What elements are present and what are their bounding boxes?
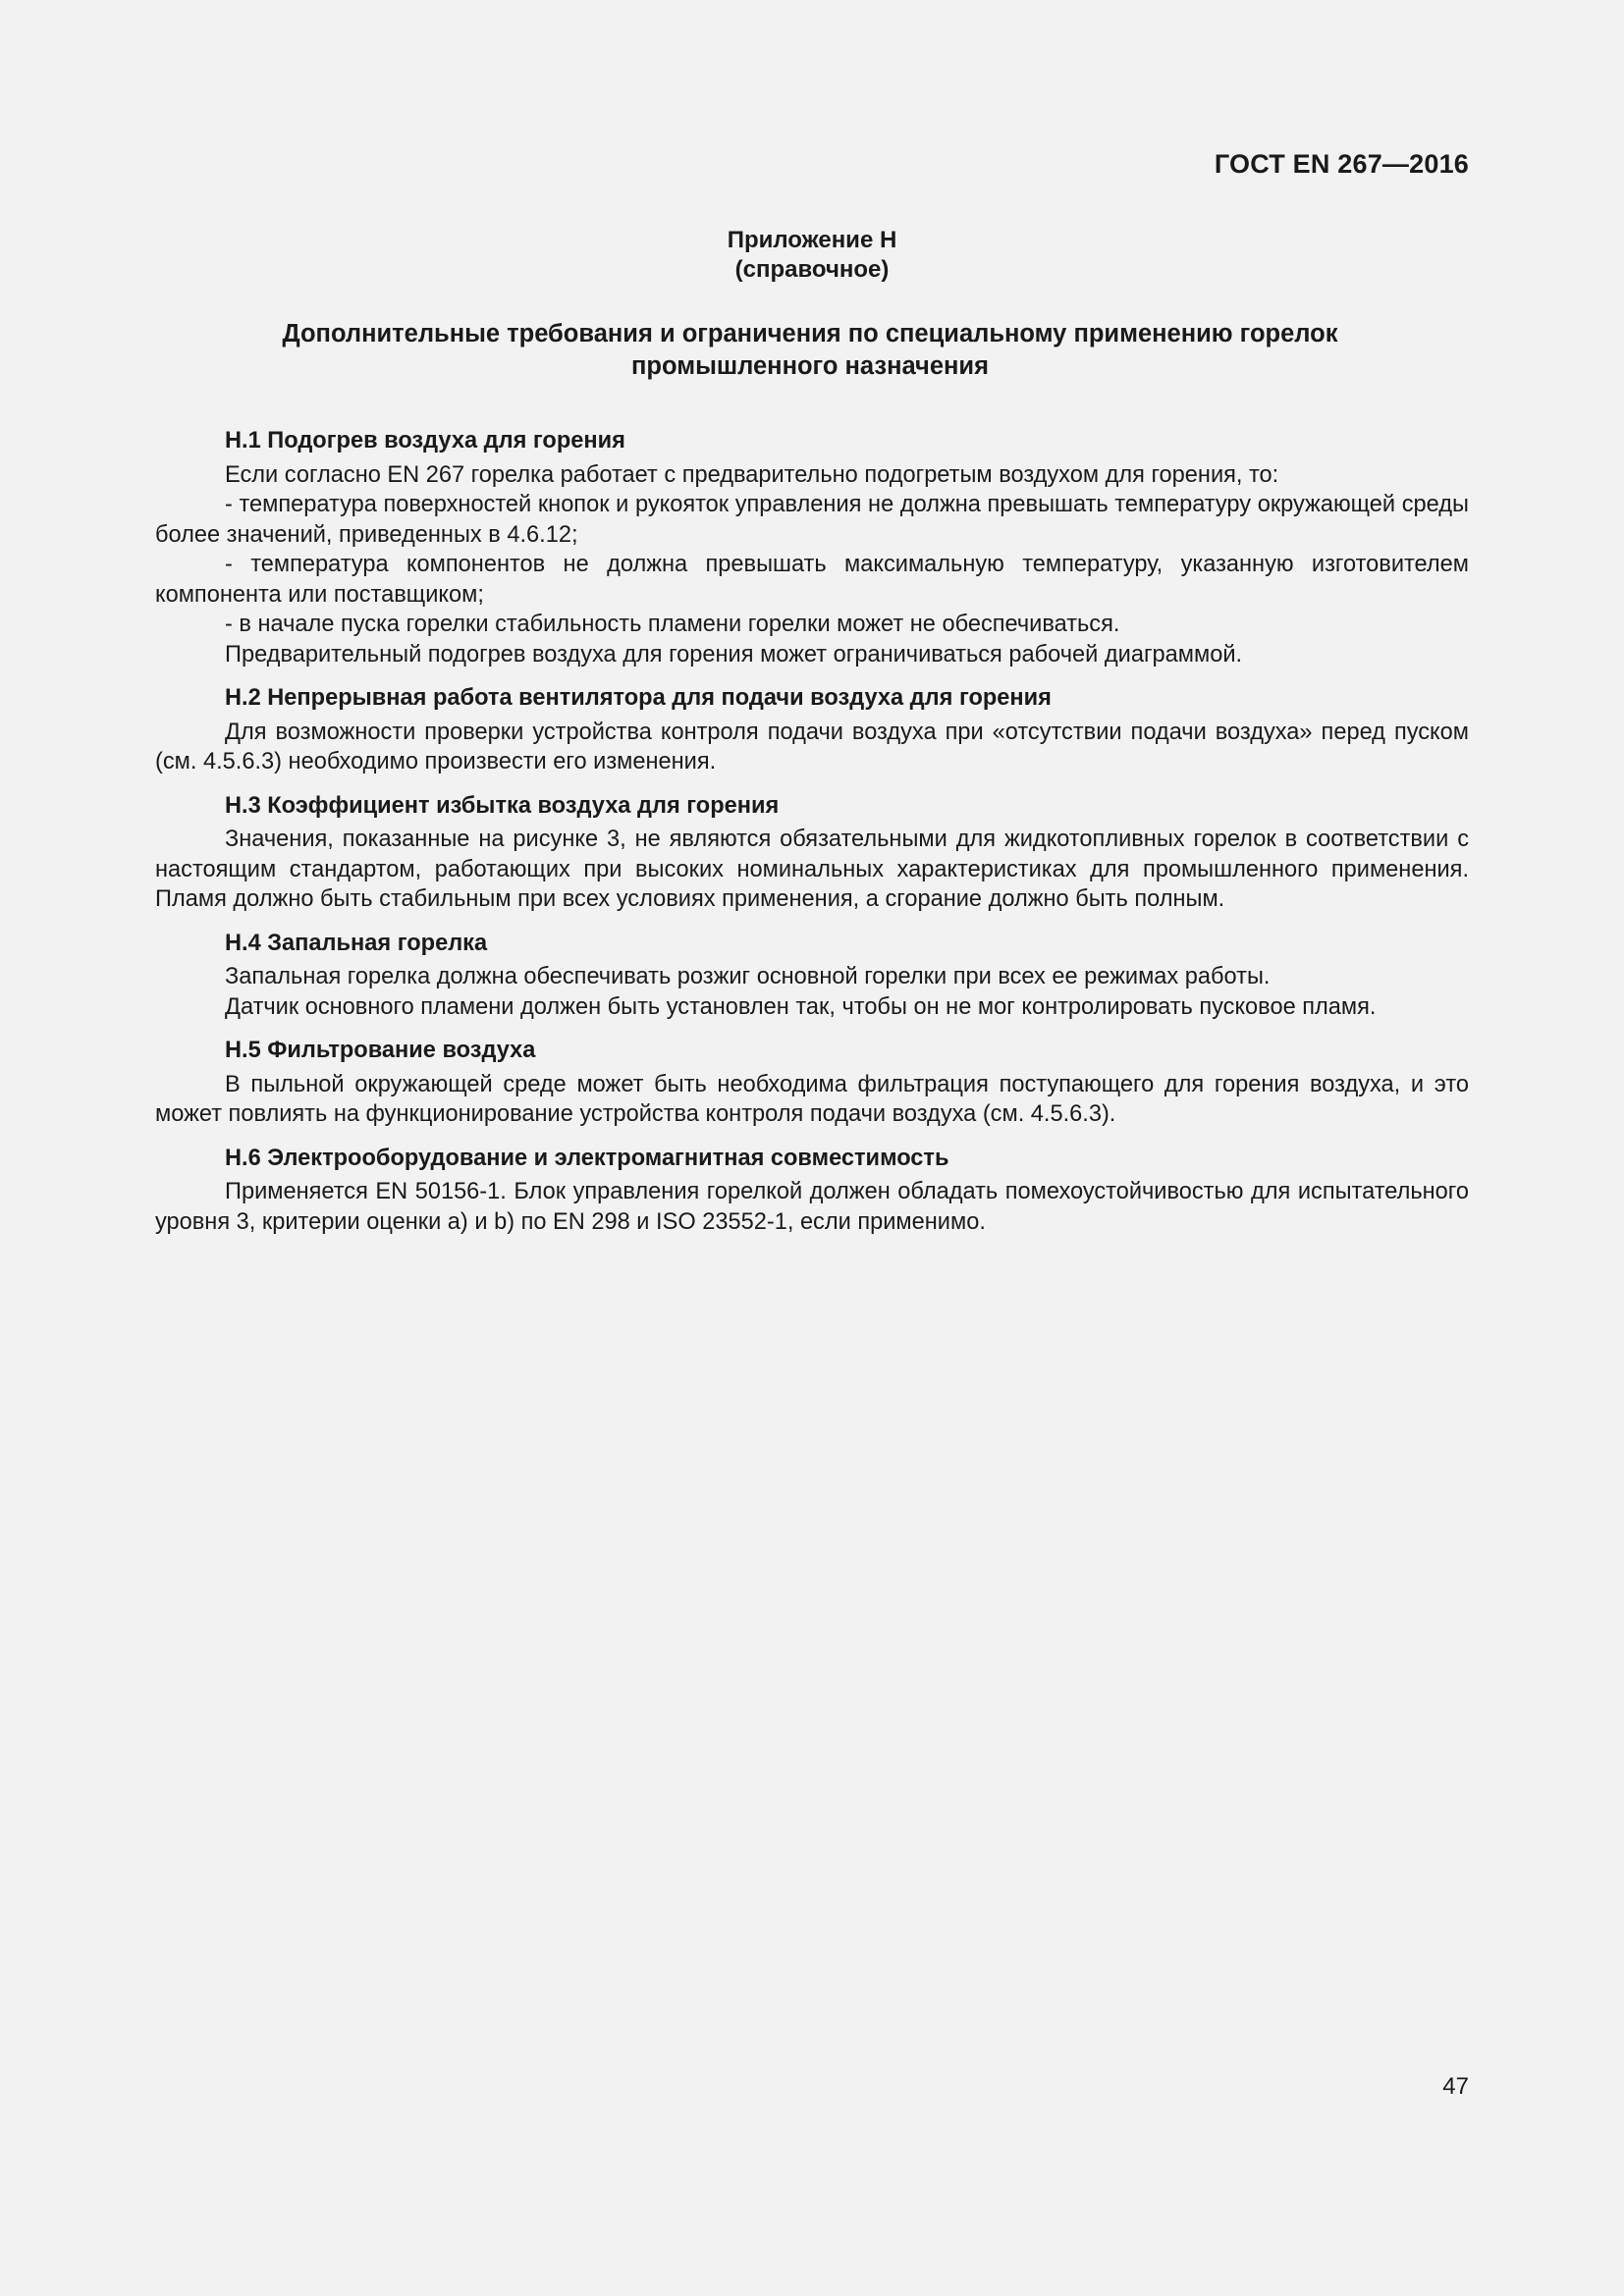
section-h1 [155, 426, 1469, 669]
appendix-label: Приложение Н [727, 227, 897, 253]
document-body [155, 426, 1469, 1251]
paragraph: Запальная горелка должна обеспечивать розжиг основной горелки при всех ее режимах работы. [225, 964, 1271, 989]
appendix-heading [0, 226, 1624, 285]
paragraph: В пыльной окружающей среде может быть необходима фильтрация поступающего для горения воздуха, и это может повлиять на функционирование устройства контроля подачи воздуха (см. 4.5.6.3). [155, 1071, 1469, 1127]
section-h5 [155, 1036, 1469, 1130]
section-heading: Н.6 Электрооборудование и электромагнитная совместимость [225, 1145, 949, 1171]
paragraph: Для возможности проверки устройства контроля подачи воздуха при «отсутствии подачи воздуха» перед пуском (см. 4.5.6.3) необходимо произвести его изменения. [155, 719, 1469, 774]
appendix-title-line-2: промышленного назначения [631, 352, 989, 380]
section-heading: Н.4 Запальная горелка [225, 930, 488, 956]
section-heading: Н.1 Подогрев воздуха для горения [225, 428, 625, 454]
section-h2 [155, 683, 1469, 777]
paragraph: Значения, показанные на рисунке 3, не являются обязательными для жидкотопливных горелок в соответствии с настоящим стандартом, работающих при высоких номинальных характеристиках для промышленного применения. Пламя должно быть стабильным при всех условиях применения, а сгорание должно быть полным. [155, 827, 1469, 912]
paragraph: Если согласно EN 267 горелка работает с предварительно подогретым воздухом для горения, то: [225, 461, 1279, 488]
section-heading: Н.5 Фильтрование воздуха [225, 1038, 536, 1063]
appendix-title-line-1: Дополнительные требования и ограничения по специальному применению горелок [282, 320, 1338, 347]
section-h4 [155, 929, 1469, 1023]
appendix-type: (справочное) [734, 256, 890, 283]
section-heading: Н.2 Непрерывная работа вентилятора для подачи воздуха для горения [225, 685, 1052, 711]
section-heading: Н.3 Коэффициент избытка воздуха для горения [225, 792, 780, 819]
paragraph: Датчик основного пламени должен быть установлен так, чтобы он не мог контролировать пусковое пламя. [225, 993, 1377, 1020]
paragraph: Применяется EN 50156-1. Блок управления горелкой должен обладать помехоустойчивостью для испытательного уровня 3, критерии оценки a) и b) по EN 298 и ISO 23552-1, если применимо. [155, 1179, 1469, 1235]
document-code: ГОСТ EN 267—2016 [1214, 149, 1469, 179]
page-number: 47 [1442, 2073, 1469, 2100]
list-item: - температура компонентов не должна превышать максимальную температуру, указанную изготовителем компонента или поставщиком; [155, 552, 1469, 608]
section-h6 [155, 1144, 1469, 1238]
paragraph: Предварительный подогрев воздуха для горения может ограничиваться рабочей диаграммой. [225, 641, 1243, 667]
list-item: - в начале пуска горелки стабильность пламени горелки может не обеспечиваться. [225, 612, 1120, 637]
section-h3 [155, 791, 1469, 915]
list-item: - температура поверхностей кнопок и рукояток управления не должна превышать температуру окружающей среды более значений, приведенных в 4.6.12; [155, 492, 1469, 548]
appendix-title [226, 318, 1394, 383]
